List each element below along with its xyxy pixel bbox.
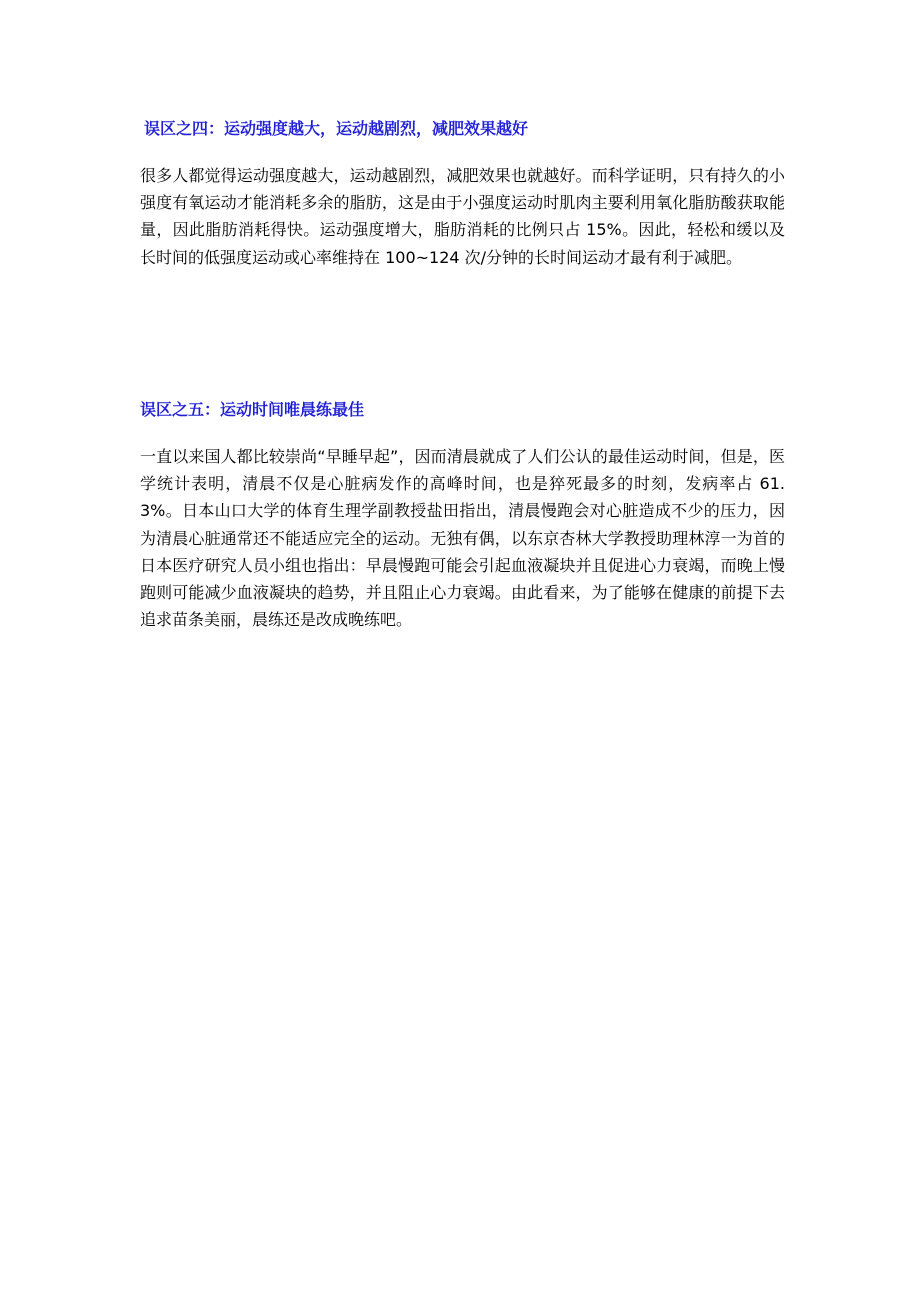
myth-four-heading: 误区之四：运动强度越大，运动越剧烈，减肥效果越好	[144, 119, 529, 138]
myth-five-heading: 误区之五：运动时间唯晨练最佳	[140, 400, 365, 419]
myth-five-section	[140, 397, 785, 633]
myth-four-section	[140, 116, 785, 271]
myth-five-paragraph: 一直以来国人都比较崇尚“早睡早起”，因而清晨就成了人们公认的最佳运动时间，但是，医学统计表明，清晨不仅是心脏病发作的高峰时间，也是猝死最多的时刻，发病率占 61.3%。日本山口大学的体育生理学副教授盐田指出，清晨慢跑会对心脏造成不少的压力，因为清晨心脏通常还不能适应完全的运动。无独有偶，以东京杏林大学教授助理林淳一为首的日本医疗研究人员小组也指出：早晨慢跑可能会引起血液凝块并且促进心力衰竭，而晚上慢跑则可能减少血液凝块的趋势，并且阻止心力衰竭。由此看来，为了能够在健康的前提下去追求苗条美丽，晨练还是改成晚练吧。	[140, 447, 785, 630]
myth-four-paragraph: 很多人都觉得运动强度越大，运动越剧烈，减肥效果也就越好。而科学证明，只有持久的小强度有氧运动才能消耗多余的脂肪，这是由于小强度运动时肌肉主要利用氧化脂肪酸获取能量，因此脂肪消耗得快。运动强度增大，脂肪消耗的比例只占 15%。因此，轻松和缓以及长时间的低强度运动或心率维持在 100~124 次/分钟的长时间运动才最有利于减肥。	[140, 166, 785, 267]
